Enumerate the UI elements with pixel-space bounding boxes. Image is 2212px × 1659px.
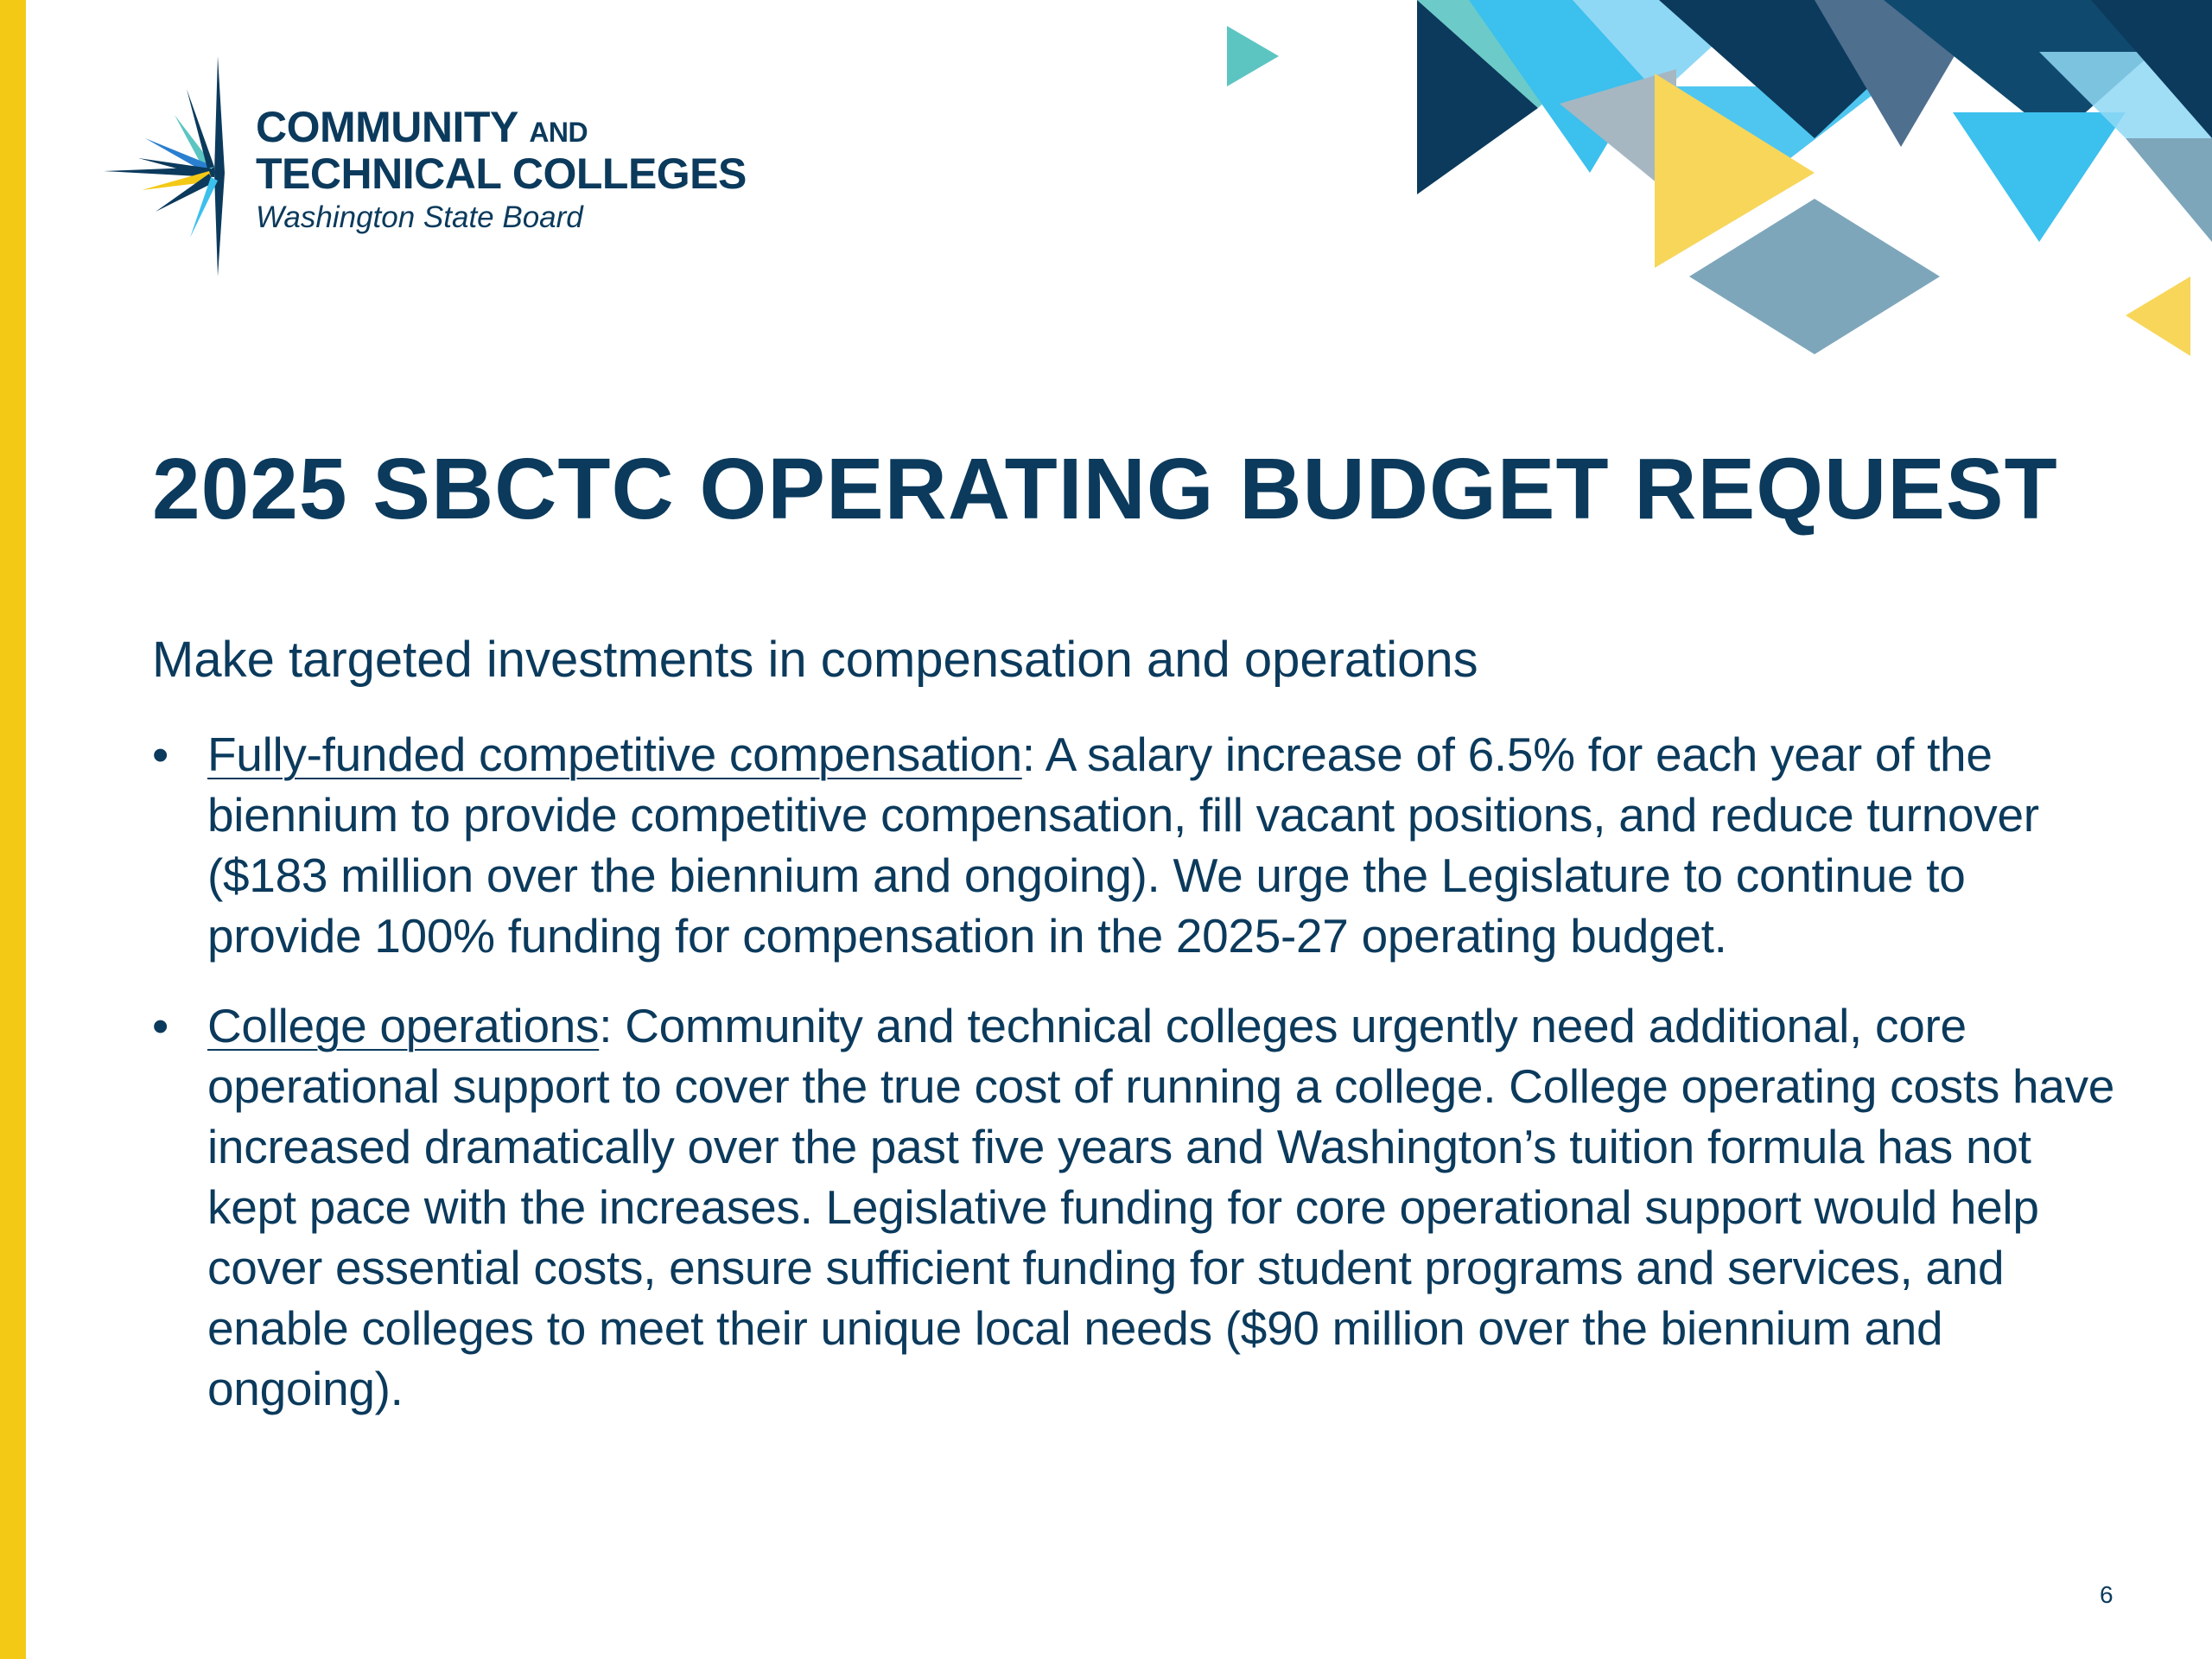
logo-subtitle: Washington State Board — [256, 200, 583, 234]
bullet-text-college-operations: : Community and technical colleges urgently need additional, core operational support to cover the true cost of running a college. College operating costs have increased dramatically over the past five years and Washington’s tuition formula has not kept pace with the increases. Legislative funding for core operational support would help cover essential costs, ensure sufficient funding for student programs and services, and enable colleges to meet their unique local needs ($90 million over the biennium and ongoing). — [207, 999, 2115, 1415]
logo-wordmark — [256, 103, 747, 238]
bullet-term-college-operations: College operations — [207, 999, 600, 1052]
bullet-compensation — [152, 724, 2131, 966]
accent-bar — [0, 0, 26, 1659]
logo-line-technical: TECHNICAL COLLEGES — [256, 149, 747, 198]
bullet-marker: • — [152, 728, 168, 781]
slide-subtitle: Make targeted investments in compensation and operations — [152, 632, 1478, 688]
sbctc-logo — [104, 56, 760, 289]
bullet-college-operations — [152, 995, 2131, 1419]
logo-line-community: COMMUNITY AND — [256, 103, 588, 151]
decorative-triangles — [1210, 0, 2212, 380]
page-number: 6 — [2100, 1581, 2113, 1608]
bullet-list — [152, 724, 2131, 1448]
bullet-term-compensation: Fully-funded competitive compensation — [207, 728, 1022, 781]
bullet-marker: • — [152, 999, 168, 1052]
starburst-logo-icon — [104, 56, 233, 289]
bullet-text-compensation: : A salary increase of 6.5% for each year of the biennium to provide competitive compensation, fill vacant positions, and reduce turnover ($183 million over the biennium and ongoing). We urge the Legislature to continue to provide 100% funding for compensation in the 2025-27 operating budget. — [207, 728, 2039, 963]
slide-title: 2025 SBCTC OPERATING BUDGET REQUEST — [152, 441, 2058, 537]
logo-and: AND — [529, 117, 588, 148]
